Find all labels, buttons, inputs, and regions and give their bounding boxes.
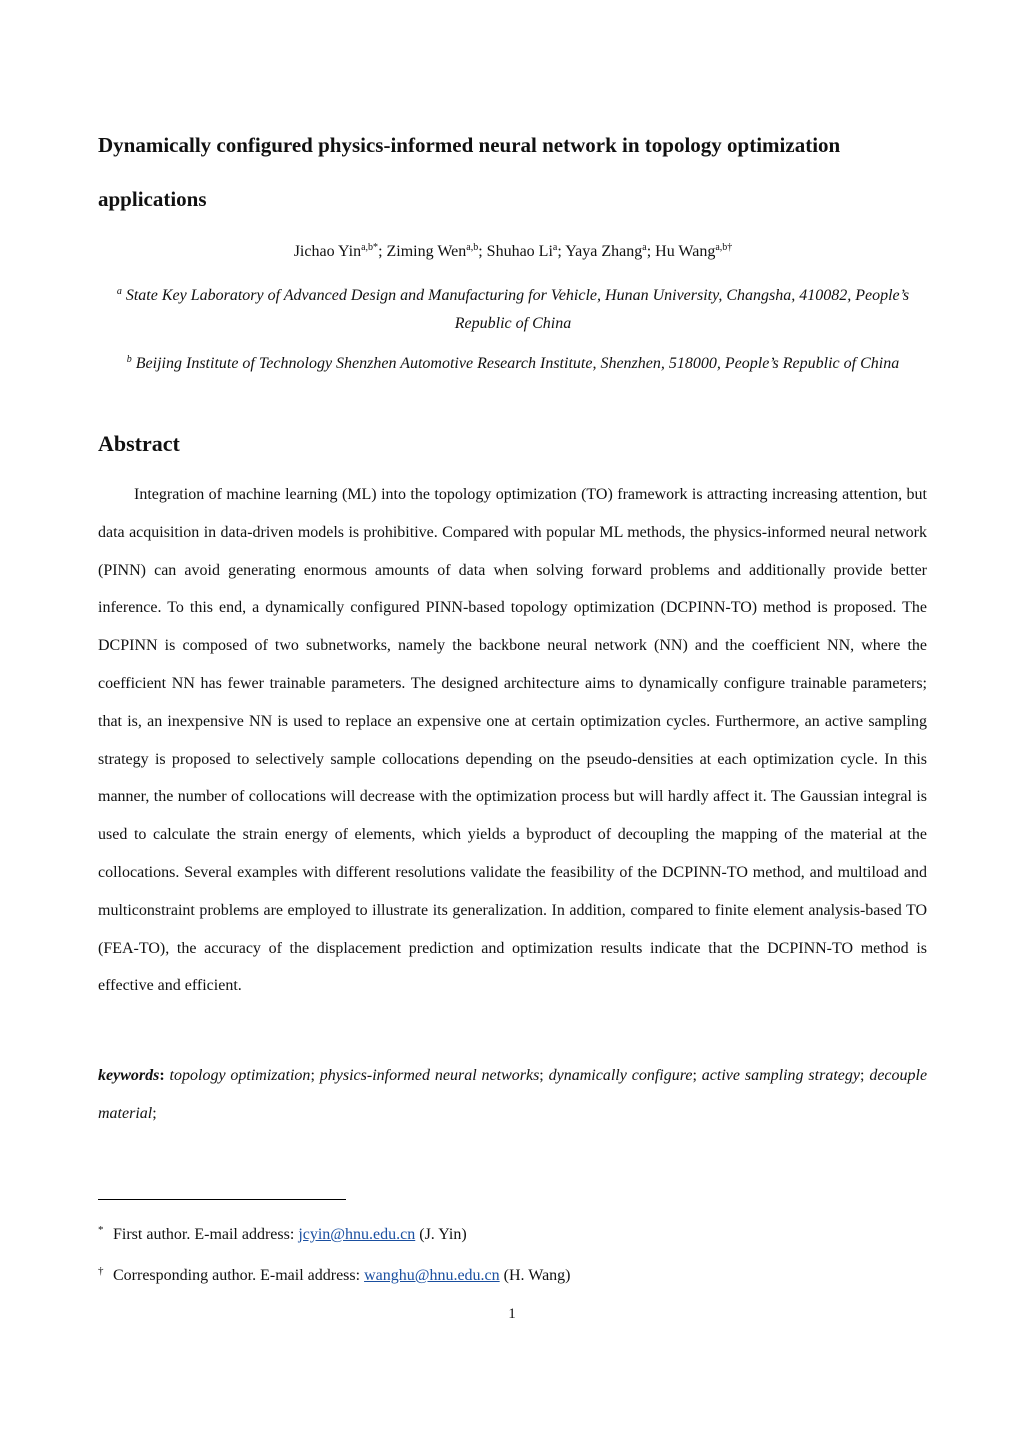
keyword-separator: ; [152, 1104, 157, 1122]
footnote-divider [98, 1199, 346, 1200]
footnote-suffix: (H. Wang) [499, 1267, 571, 1284]
author-name: Ziming Wen [386, 243, 467, 260]
author-separator: ; [478, 243, 487, 260]
author-affiliation-mark: a,b† [715, 242, 733, 253]
abstract-heading: Abstract [98, 431, 180, 456]
keyword-separator: ; [539, 1067, 544, 1084]
author-name: Shuhao Li [486, 243, 553, 260]
author-separator: ; [646, 243, 656, 260]
affiliation-mark: a [116, 286, 122, 297]
affiliation-mark: b [126, 354, 132, 365]
keywords-label: keywords: [98, 1067, 165, 1084]
keyword: topology optimization [169, 1067, 311, 1084]
keyword: physics-informed neural networks [319, 1067, 540, 1084]
footnote-corresponding-author: † Corresponding author. E-mail address: wanghu@hnu.edu.cn (H. Wang) [98, 1265, 571, 1284]
author-separator: ; [557, 243, 566, 260]
keyword-separator: ; [859, 1067, 865, 1084]
affiliation-text: Beijing Institute of Technology Shenzhen Automotive Research Institute, Shenzhen, 518000, People’s Republic of China [135, 355, 900, 372]
affiliation-a [98, 282, 928, 338]
footnote-first-author: * First author. E-mail address: jcyin@hnu.edu.cn (J. Yin) [98, 1224, 467, 1243]
author-affiliation-mark: a,b [466, 242, 479, 253]
abstract-body: Integration of machine learning (ML) into the topology optimization (TO) framework is attracting increasing attention, but data acquisition in data-driven models is prohibitive. Compared with popular ML methods, the physics-informed neural network (PINN) can avoid generating enormous amounts of data when solving forward problems and additionally provide better inference. To this end, a dynamically configured PINN-based topology optimization (DCPINN-TO) method is proposed. The DCPINN is composed of two subnetworks, namely the backbone neural network (NN) and the coefficient NN, where the coefficient NN has fewer trainable parameters. The designed architecture aims to dynamically configure trainable parameters; that is, an inexpensive NN is used to replace an expensive one at certain optimization cycles. Furthermore, an active sampling strategy is proposed to selectively sample collocations depending on the pseudo-densities at each optimization cycle. In this manner, the number of collocations will decrease with the optimization process but will hardly affect it. The Gaussian integral is used to calculate the strain energy of elements, which yields a byproduct of decoupling the mapping of the material at the collocations. Several examples with different resolutions validate the feasibility of the DCPINN-TO method, and multiload and multiconstraint problems are employed to illustrate its generalization. In addition, compared to finite element analysis-based TO (FEA-TO), the accuracy of the displacement prediction and optimization results indicate that the DCPINN-TO method is effective and efficient. [98, 486, 927, 995]
keyword: active sampling strategy [701, 1067, 860, 1084]
footnote-suffix: (J. Yin) [415, 1226, 467, 1243]
keywords-line [98, 1057, 927, 1133]
author-affiliation-mark: a [642, 242, 647, 253]
keyword-separator: ; [692, 1067, 697, 1084]
keyword-separator: ; [310, 1067, 315, 1084]
author-list [98, 240, 928, 264]
affiliation-b [98, 350, 928, 378]
email-link[interactable]: wanghu@hnu.edu.cn [364, 1267, 500, 1284]
paper-title: Dynamically configured physics-informed neural network in topology optimization applications [98, 133, 841, 211]
author-separator: ; [378, 243, 387, 260]
footnote-text: Corresponding author. E-mail address: [113, 1267, 365, 1284]
author-affiliation-mark: a,b* [361, 242, 379, 253]
footnote-text: First author. E-mail address: [113, 1226, 299, 1243]
author-affiliation-mark: a [552, 242, 558, 253]
author-name: Yaya Zhang [565, 243, 643, 260]
affiliation-text: State Key Laboratory of Advanced Design and Manufacturing for Vehicle, Hunan University, Changsha, 410082, People’s Republic of China [125, 287, 910, 332]
author-name: Jichao Yin [293, 243, 362, 260]
keyword: dynamically configure [548, 1067, 693, 1084]
keyword: decouple material [98, 1067, 928, 1122]
email-link[interactable]: jcyin@hnu.edu.cn [298, 1226, 416, 1243]
author-name: Hu Wang [655, 243, 716, 260]
page-number: 1 [508, 1306, 516, 1322]
